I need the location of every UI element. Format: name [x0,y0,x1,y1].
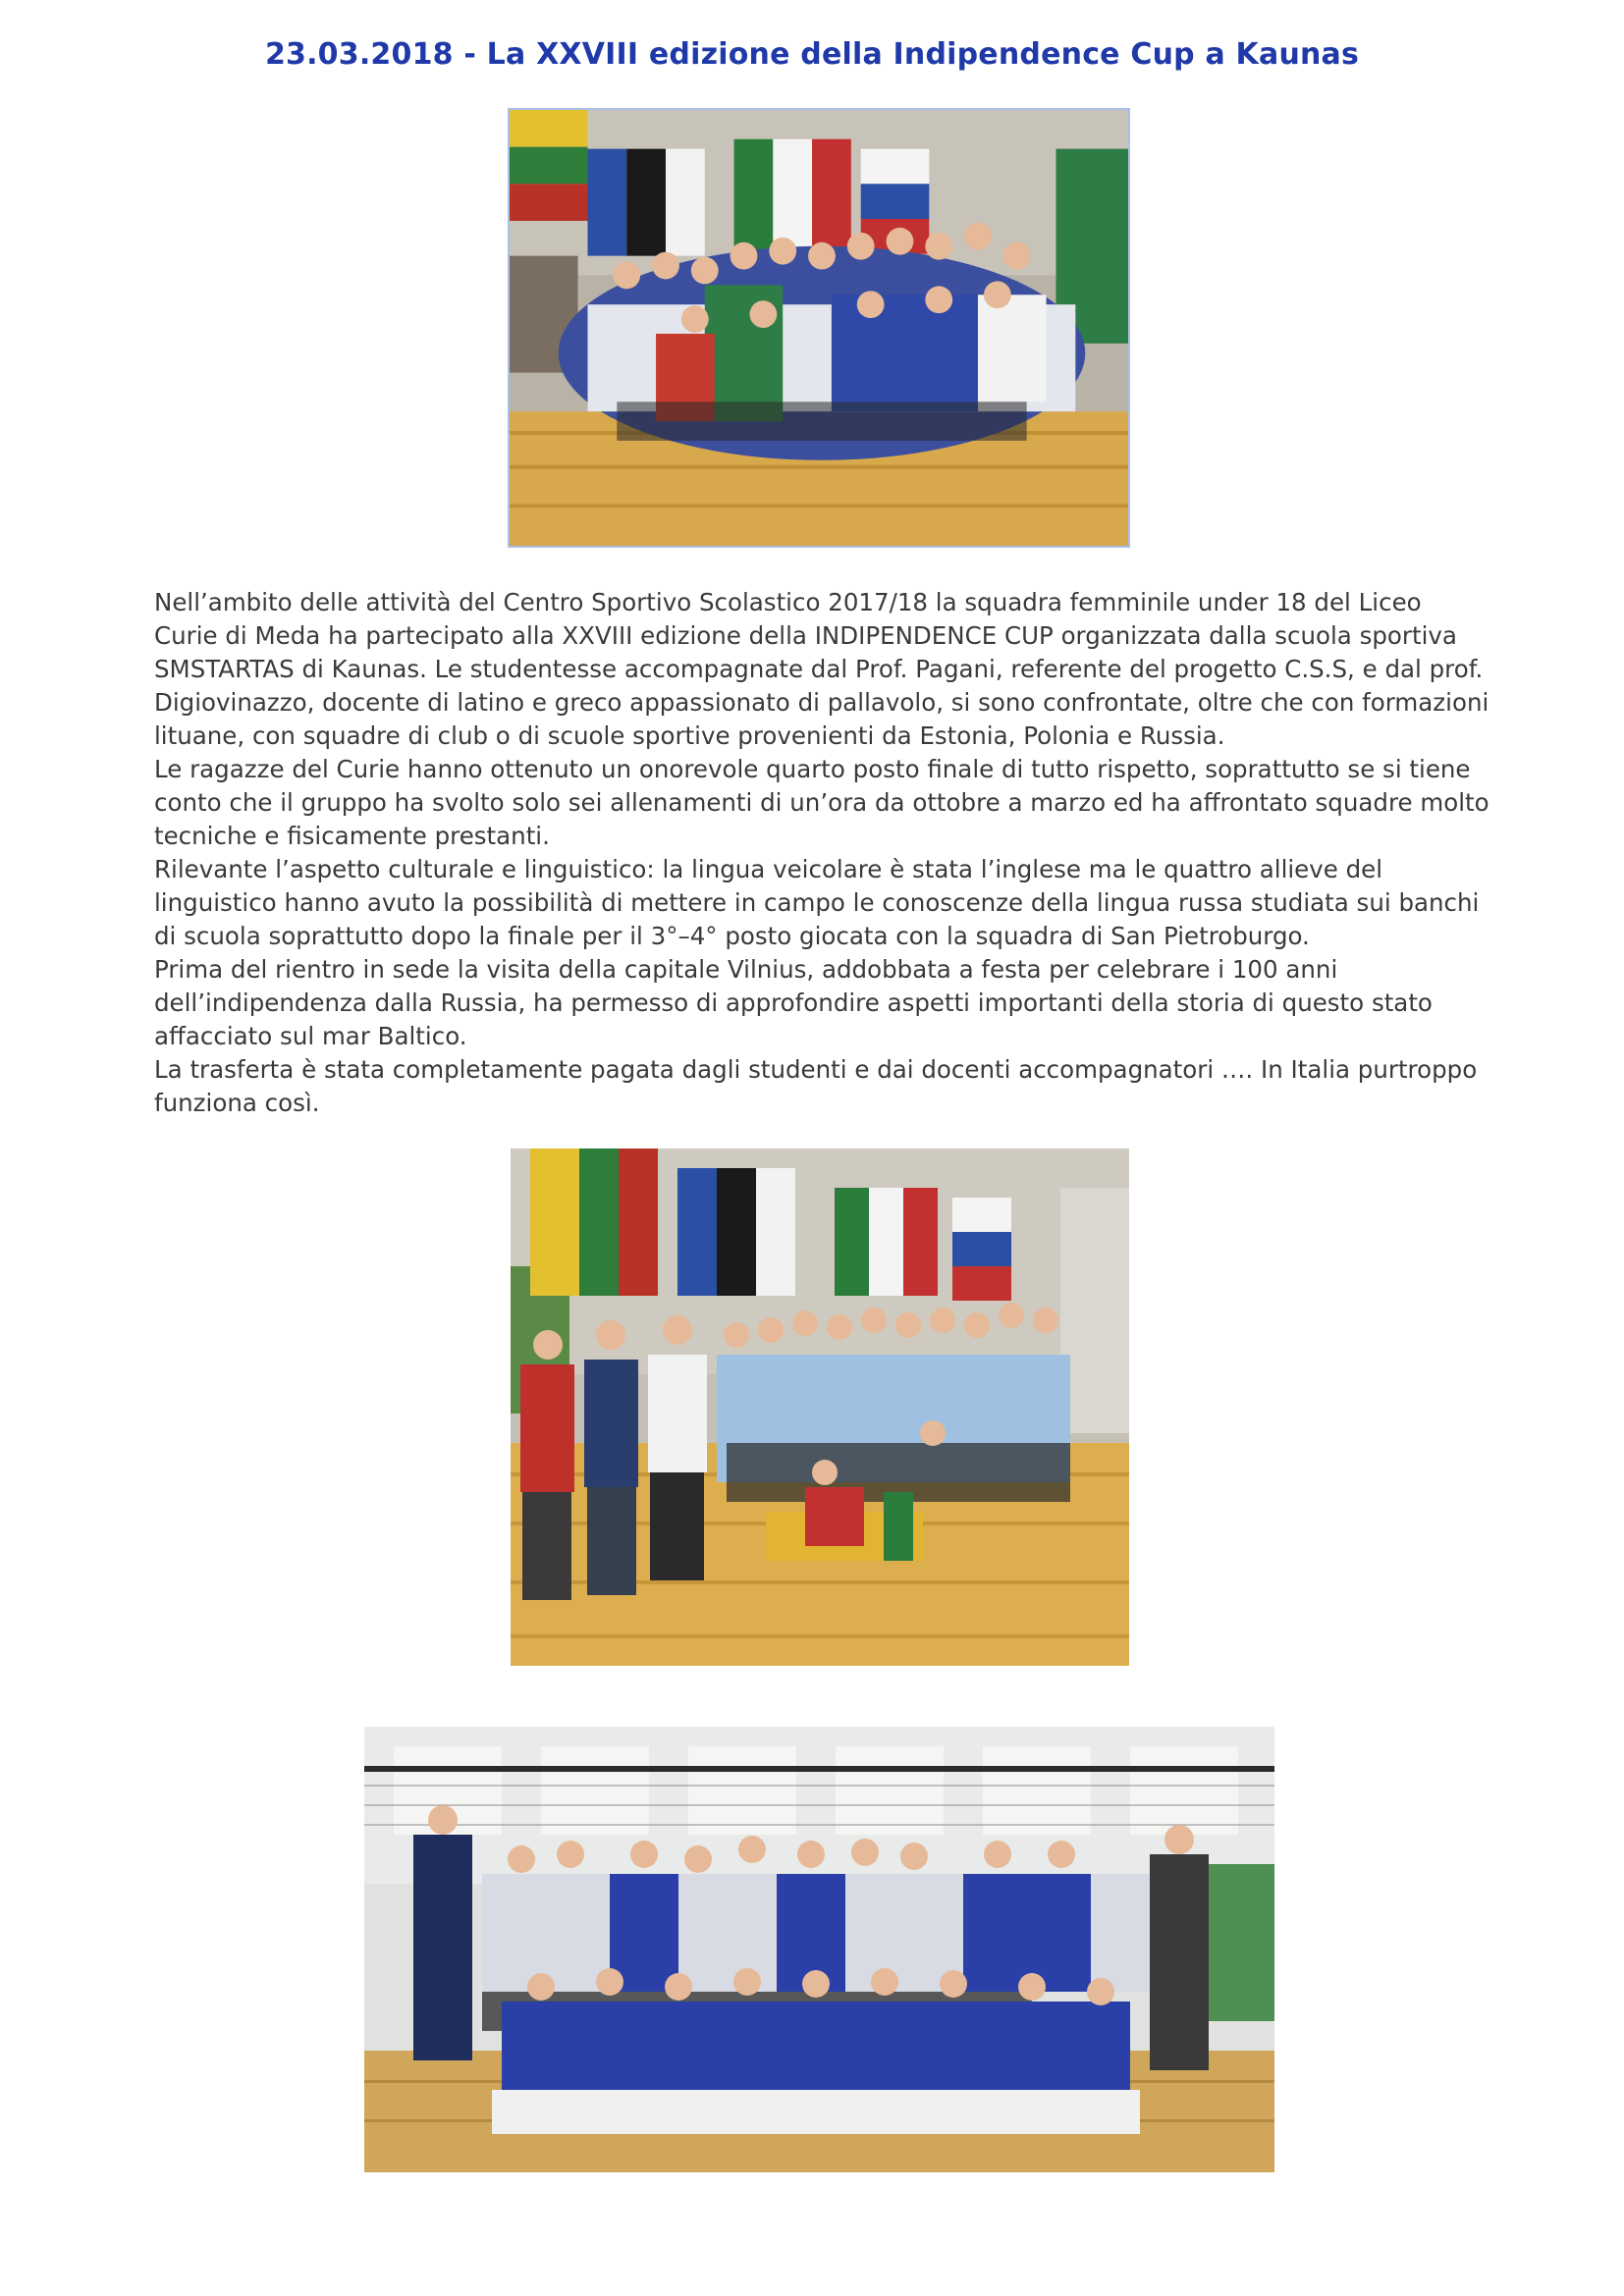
paragraph-vilnius: Prima del rientro in sede la visita della capitale Vilnius, addobbata a festa per celebrare i 100 anni dell’indipendenza dalla Russia, ha permesso di approfondire aspetti importanti della storia di questo stato affacciato sul mar Baltico. [154,955,1433,1050]
paragraph-intro: Nell’ambito delle attività del Centro Sportivo Scolastico 2017/18 la squadra femminile under 18 del Liceo Curie di Meda ha partecipato alla XXVIII edizione della INDIPENDENCE CUP organizzata dalla scuola sportiva SMSTARTAS di Kaunas. Le studentesse accompagnate dal Prof. Pagani, referente del progetto C.S.S, e dal prof. Digiovinazzo, docente di latino e greco appassionato di pallavolo, si sono confrontate, oltre che con formazioni lituane, con squadre di club o di scuole sportive provenienti da Estonia, Polonia e Russia. [154,588,1489,750]
article-title: 23.03.2018 - La XXVIII edizione della Indipendence Cup a Kaunas [264,37,1360,72]
paragraph-culture: Rilevante l’aspetto culturale e linguistico: la lingua veicolare è stata l’inglese ma le quattro allieve del linguistico hanno avuto la possibilità di mettere in campo le conoscenze della lingua russa studiata sui banchi di scuola soprattutto dopo la finale per il 3°–4° posto giocata con la squadra di San Pietroburgo. [154,855,1480,950]
volleyball-team-photo [364,1727,1274,2172]
team-photo-with-flags [508,108,1130,548]
paragraph-result: Le ragazze del Curie hanno ottenuto un onorevole quarto posto finale di tutto rispetto, soprattutto se si tiene conto che il gruppo ha svolto solo sei allenamenti di un’ora da ottobre a marzo ed ha affrontato squadre molto tecniche e fisicamente prestanti. [154,755,1489,850]
group-photo-with-coaches [511,1148,1129,1666]
paragraph-funding: La trasferta è stata completamente pagata dagli studenti e dai docenti accompagnatori …. In Italia purtroppo funziona così. [154,1055,1478,1117]
article-body [154,586,1489,1120]
